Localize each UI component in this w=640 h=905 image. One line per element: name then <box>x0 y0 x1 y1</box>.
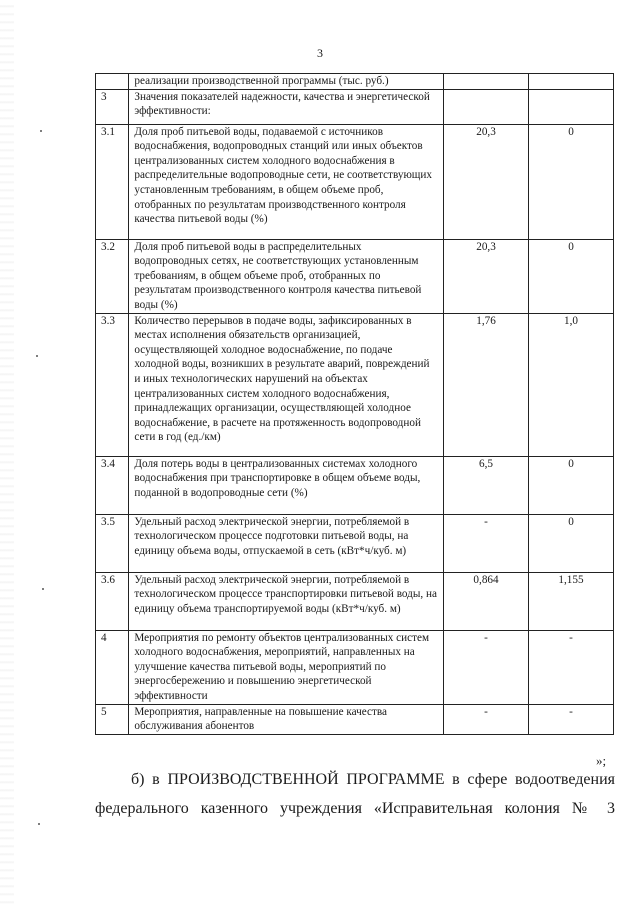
value-column-2: 0 <box>529 456 614 514</box>
value-column-1: - <box>444 704 529 734</box>
row-description: Доля потерь воды в централизованных системах холодного водоснабжения при транспортировке в общем объеме воды, поданной в водопроводные сети (%) <box>129 456 444 514</box>
scan-margin-artifact <box>0 0 14 905</box>
value-column-1: - <box>444 630 529 704</box>
scan-speck <box>36 355 38 357</box>
value-column-2: 0 <box>529 239 614 313</box>
value-column-2: 1,155 <box>529 572 614 630</box>
row-description: Удельный расход электрической энергии, потребляемой в технологическом процессе транспортировки питьевой воды, на единицу объема транспортируемой воды (кВт*ч/куб. м) <box>129 572 444 630</box>
value-column-1 <box>444 74 529 90</box>
row-description: Мероприятия, направленные на повышение качества обслуживания абонентов <box>129 704 444 734</box>
value-column-1 <box>444 89 529 124</box>
scan-speck <box>38 823 40 825</box>
row-number: 3.1 <box>96 124 129 239</box>
value-column-2 <box>529 74 614 90</box>
value-column-1: 6,5 <box>444 456 529 514</box>
value-column-2 <box>529 89 614 124</box>
table-row <box>96 572 614 630</box>
row-description: реализации производственной программы (тыс. руб.) <box>129 74 444 90</box>
table-row <box>96 313 614 456</box>
table-row <box>96 704 614 734</box>
row-number: 3.4 <box>96 456 129 514</box>
production-program-table <box>95 73 614 735</box>
row-description: Доля проб питьевой воды, подаваемой с источников водоснабжения, водопроводных станций или иных объектов централизованных систем холодного водоснабжения в распределительные водопроводные сети, не соответствующих установленным требованиям, в общем объеме проб, отобранных по результатам производственного контроля качества питьевой воды (%) <box>129 124 444 239</box>
table-row <box>96 124 614 239</box>
row-number: 3.6 <box>96 572 129 630</box>
table-row <box>96 630 614 704</box>
table-row <box>96 514 614 572</box>
row-number: 3.3 <box>96 313 129 456</box>
row-description: Доля проб питьевой воды в распределительных водопроводных сетях, не соответствующих установленным требованиям, в общем объеме проб, отобранных по результатам производственного контроля качества питьевой воды (%) <box>129 239 444 313</box>
scan-speck <box>40 130 42 132</box>
closing-quote: »; <box>596 753 607 768</box>
value-column-2: 0 <box>529 514 614 572</box>
row-description: Количество перерывов в подаче воды, зафиксированных в местах исполнения обязательств организацией, осуществляющей холодное водоснабжение, по подаче холодной воды, возникших в результате аварий, повреждений и иных технологических нарушений на объектах централизованных систем холодного водоснабжения, принадлежащих организации, осуществляющей холодное водоснабжение, в расчете на протяженность водопроводной сети в год (ед./км) <box>129 313 444 456</box>
row-number <box>96 74 129 90</box>
table-row <box>96 89 614 124</box>
page-number: 3 <box>317 46 323 60</box>
row-description: Мероприятия по ремонту объектов централизованных систем холодного водоснабжения, мероприятий, направленных на улучшение качества питьевой воды, мероприятий по энергосбережению и повышению энергетической эффективности <box>129 630 444 704</box>
value-column-1: 1,76 <box>444 313 529 456</box>
table-row <box>96 456 614 514</box>
table-row <box>96 74 614 90</box>
table-row <box>96 239 614 313</box>
row-number: 3.2 <box>96 239 129 313</box>
row-description: Значения показателей надежности, качества и энергетической эффективности: <box>129 89 444 124</box>
row-number: 4 <box>96 630 129 704</box>
value-column-1: 20,3 <box>444 239 529 313</box>
value-column-2: - <box>529 704 614 734</box>
row-number: 5 <box>96 704 129 734</box>
scan-speck <box>42 588 44 590</box>
paragraph-b-line-1: б) в ПРОИЗВОДСТВЕННОЙ ПРОГРАММЕ в сфере водоотведения <box>131 771 615 788</box>
value-column-2: 1,0 <box>529 313 614 456</box>
row-number: 3.5 <box>96 514 129 572</box>
value-column-1: 20,3 <box>444 124 529 239</box>
value-column-2: - <box>529 630 614 704</box>
row-description: Удельный расход электрической энергии, потребляемой в технологическом процессе подготовки питьевой воды, на единицу объема воды, отпускаемой в сеть (кВт*ч/куб. м) <box>129 514 444 572</box>
value-column-1: 0,864 <box>444 572 529 630</box>
paragraph-b-line-2: федерального казенного учреждения «Исправительная колония № 3 <box>95 800 615 817</box>
value-column-1: - <box>444 514 529 572</box>
value-column-2: 0 <box>529 124 614 239</box>
row-number: 3 <box>96 89 129 124</box>
